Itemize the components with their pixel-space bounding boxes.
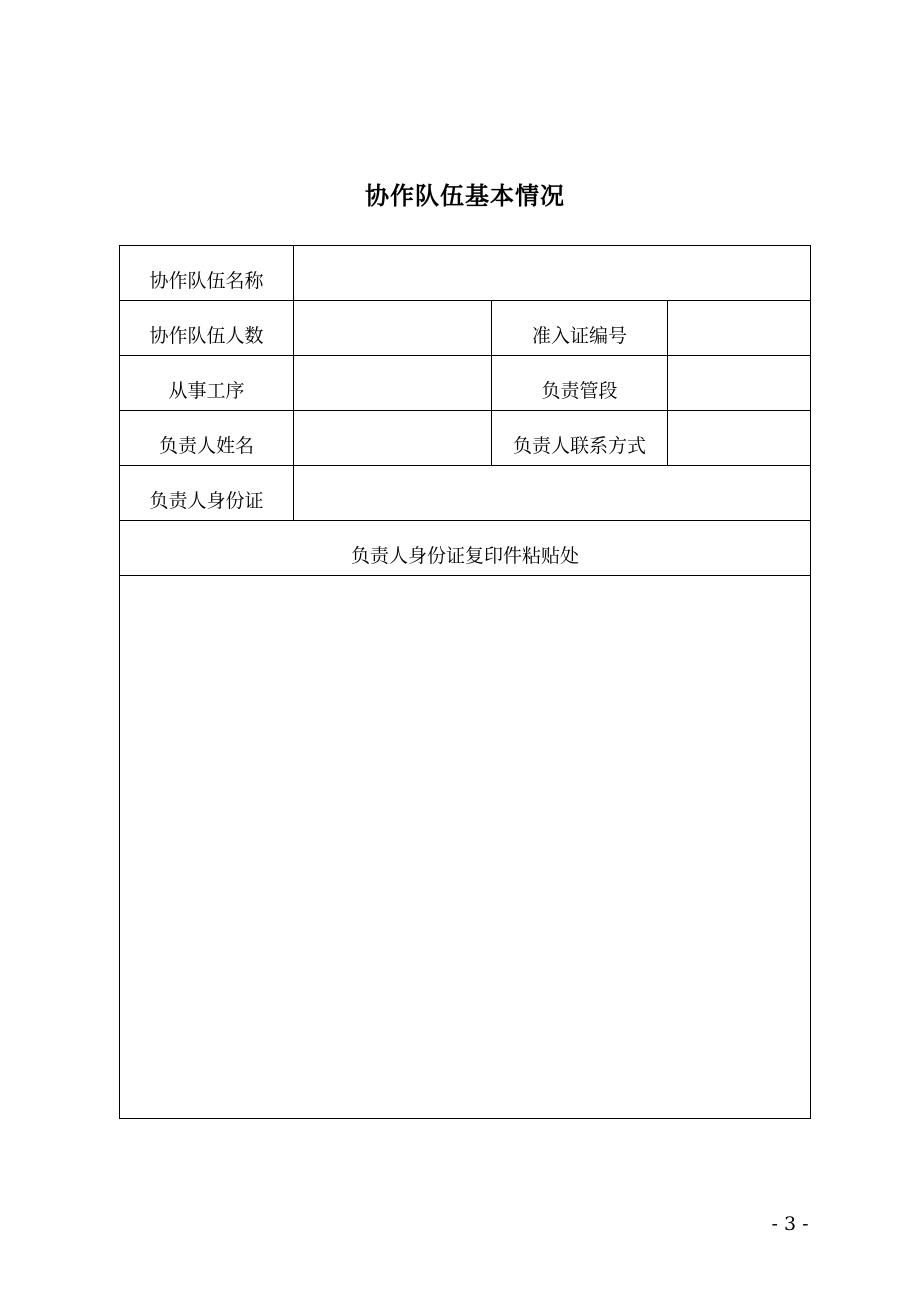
leader-id-label: 负责人身份证 [120,466,294,521]
team-info-form [119,245,811,1119]
row-id-copy-area [120,576,811,1119]
row-leader-name [120,411,811,466]
section-label: 负责管段 [492,356,668,411]
permit-no-label: 准入证编号 [492,301,668,356]
row-team-size [120,301,811,356]
team-name-field[interactable] [294,246,811,301]
leader-name-field[interactable] [294,411,492,466]
team-name-label: 协作队伍名称 [120,246,294,301]
team-size-field[interactable] [294,301,492,356]
id-copy-paste-area [120,576,811,1119]
process-label: 从事工序 [120,356,294,411]
section-field[interactable] [668,356,811,411]
process-field[interactable] [294,356,492,411]
leader-name-label: 负责人姓名 [120,411,294,466]
id-copy-header: 负责人身份证复印件粘贴处 [120,521,811,576]
page-number: - 3 - [771,1213,809,1235]
row-team-name [120,246,811,301]
row-process [120,356,811,411]
page-title: 协作队伍基本情况 [365,182,565,210]
row-leader-id [120,466,811,521]
team-size-label: 协作队伍人数 [120,301,294,356]
row-id-copy-header [120,521,811,576]
leader-contact-field[interactable] [668,411,811,466]
leader-id-field[interactable] [294,466,811,521]
permit-no-field[interactable] [668,301,811,356]
leader-contact-label: 负责人联系方式 [492,411,668,466]
